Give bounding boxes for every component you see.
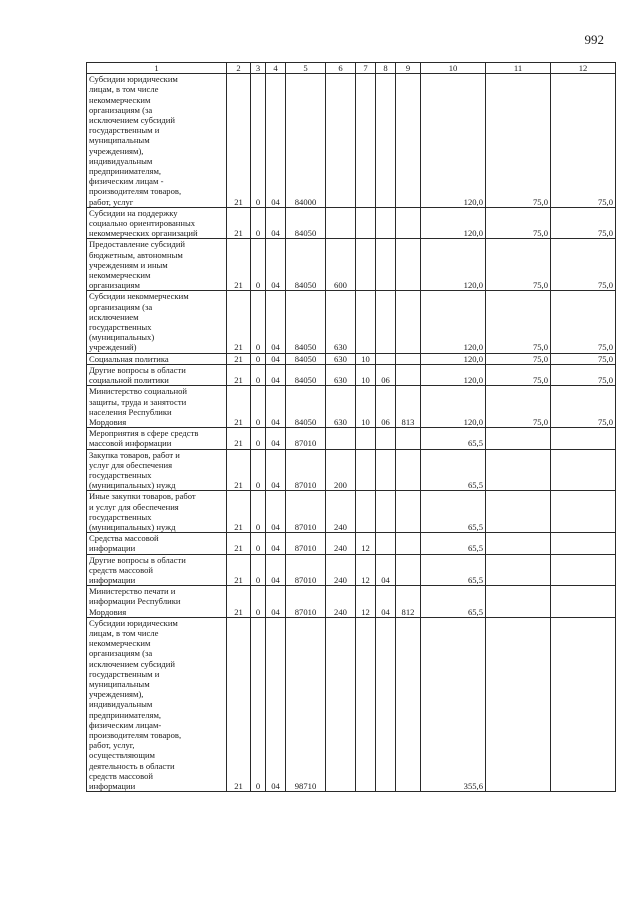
- table-row: [87, 291, 616, 353]
- row-code-3: 0: [251, 207, 266, 239]
- row-code-7: 10: [356, 364, 376, 385]
- row-name: Мероприятия в сфере средств массовой информации: [87, 428, 227, 449]
- row-value-12: [551, 449, 616, 491]
- row-value-11: 75,0: [486, 291, 551, 353]
- row-code-8: [376, 533, 396, 554]
- row-code-9: 813: [396, 386, 421, 428]
- row-code-7: [356, 291, 376, 353]
- row-code-3: 0: [251, 364, 266, 385]
- row-code-7: [356, 74, 376, 208]
- row-code-4: 04: [266, 491, 286, 533]
- row-code-9: [396, 554, 421, 586]
- row-code-4: 04: [266, 74, 286, 208]
- row-code-8: [376, 449, 396, 491]
- row-code-2: 21: [227, 291, 251, 353]
- row-code-2: 21: [227, 207, 251, 239]
- row-value-11: [486, 428, 551, 449]
- row-value-10: 120,0: [421, 239, 486, 291]
- row-name: Социальная политика: [87, 353, 227, 364]
- row-code-9: [396, 364, 421, 385]
- row-code-8: 04: [376, 586, 396, 618]
- row-code-3: 0: [251, 449, 266, 491]
- column-header: 10: [421, 63, 486, 74]
- table-row: [87, 428, 616, 449]
- row-value-12: 75,0: [551, 386, 616, 428]
- header-row: [87, 63, 616, 74]
- row-code-5: 87010: [286, 449, 326, 491]
- row-code-5: 84050: [286, 207, 326, 239]
- column-header: 11: [486, 63, 551, 74]
- row-code-4: 04: [266, 554, 286, 586]
- column-header: 1: [87, 63, 227, 74]
- row-value-10: 65,5: [421, 586, 486, 618]
- row-code-4: 04: [266, 207, 286, 239]
- table-row: [87, 533, 616, 554]
- table-row: [87, 491, 616, 533]
- row-code-9: [396, 449, 421, 491]
- page-number: 992: [584, 32, 604, 47]
- table-row: [87, 239, 616, 291]
- row-code-2: 21: [227, 491, 251, 533]
- row-code-6: [326, 207, 356, 239]
- column-header: 8: [376, 63, 396, 74]
- row-code-8: [376, 617, 396, 791]
- row-code-7: [356, 207, 376, 239]
- row-code-8: [376, 207, 396, 239]
- row-value-10: 120,0: [421, 291, 486, 353]
- row-code-2: 21: [227, 617, 251, 791]
- row-code-6: 200: [326, 449, 356, 491]
- row-value-12: 75,0: [551, 207, 616, 239]
- row-value-11: 75,0: [486, 74, 551, 208]
- row-value-12: [551, 491, 616, 533]
- row-code-5: 84050: [286, 291, 326, 353]
- table-row: [87, 449, 616, 491]
- row-code-2: 21: [227, 449, 251, 491]
- table-row: [87, 386, 616, 428]
- row-code-6: 240: [326, 554, 356, 586]
- row-value-11: [486, 586, 551, 618]
- row-code-7: [356, 491, 376, 533]
- row-code-2: 21: [227, 353, 251, 364]
- row-code-8: [376, 428, 396, 449]
- row-code-8: [376, 74, 396, 208]
- row-value-12: [551, 617, 616, 791]
- row-name: Субсидии некоммерческим организациям (за исключением государственных (муниципальных) учреждений): [87, 291, 227, 353]
- table-row: [87, 364, 616, 385]
- row-code-5: 87010: [286, 554, 326, 586]
- row-value-12: [551, 554, 616, 586]
- table-row: [87, 353, 616, 364]
- row-code-4: 04: [266, 617, 286, 791]
- row-value-10: 120,0: [421, 386, 486, 428]
- row-code-8: [376, 491, 396, 533]
- row-code-3: 0: [251, 554, 266, 586]
- row-code-6: [326, 428, 356, 449]
- row-code-4: 04: [266, 449, 286, 491]
- row-code-5: 84050: [286, 239, 326, 291]
- column-header: 4: [266, 63, 286, 74]
- row-name: Министерство печати и информации Республики Мордовия: [87, 586, 227, 618]
- row-value-12: [551, 428, 616, 449]
- row-code-6: 240: [326, 491, 356, 533]
- row-code-2: 21: [227, 239, 251, 291]
- row-code-2: 21: [227, 364, 251, 385]
- row-value-11: [486, 554, 551, 586]
- row-code-6: 240: [326, 586, 356, 618]
- column-header: 5: [286, 63, 326, 74]
- row-name: Другие вопросы в области социальной политики: [87, 364, 227, 385]
- row-value-11: 75,0: [486, 207, 551, 239]
- row-code-4: 04: [266, 386, 286, 428]
- row-value-10: 65,5: [421, 428, 486, 449]
- row-code-9: [396, 428, 421, 449]
- row-value-11: [486, 617, 551, 791]
- row-value-12: [551, 533, 616, 554]
- row-code-5: 84050: [286, 353, 326, 364]
- row-value-11: [486, 491, 551, 533]
- row-code-4: 04: [266, 586, 286, 618]
- row-value-12: [551, 586, 616, 618]
- column-header: 12: [551, 63, 616, 74]
- row-code-3: 0: [251, 491, 266, 533]
- row-code-2: 21: [227, 386, 251, 428]
- row-value-10: 120,0: [421, 364, 486, 385]
- row-code-7: 10: [356, 386, 376, 428]
- row-name: Субсидии на поддержку социально ориентированных некоммерческих организаций: [87, 207, 227, 239]
- row-value-10: 65,5: [421, 533, 486, 554]
- row-code-3: 0: [251, 239, 266, 291]
- row-code-5: 84050: [286, 364, 326, 385]
- row-code-6: 600: [326, 239, 356, 291]
- column-header: 2: [227, 63, 251, 74]
- row-code-3: 0: [251, 291, 266, 353]
- row-code-8: 06: [376, 386, 396, 428]
- row-value-12: 75,0: [551, 364, 616, 385]
- budget-table: [86, 62, 616, 792]
- row-code-2: 21: [227, 533, 251, 554]
- row-code-5: 87010: [286, 491, 326, 533]
- row-value-10: 120,0: [421, 207, 486, 239]
- column-header: 7: [356, 63, 376, 74]
- row-code-2: 21: [227, 428, 251, 449]
- row-value-12: 75,0: [551, 353, 616, 364]
- row-value-10: 120,0: [421, 353, 486, 364]
- row-code-8: [376, 239, 396, 291]
- row-value-10: 65,5: [421, 449, 486, 491]
- row-code-8: 06: [376, 364, 396, 385]
- row-code-6: 630: [326, 353, 356, 364]
- row-code-5: 87010: [286, 533, 326, 554]
- table-row: [87, 617, 616, 791]
- table-row: [87, 74, 616, 208]
- row-name: Субсидии юридическим лицам, в том числе некоммерческим организациям (за исключением субсидий государственным и муниципальным учреждениям), индивидуальным предпринимателям, физическим лицам - производителям товаров, работ, услуг: [87, 74, 227, 208]
- row-name: Предоставление субсидий бюджетным, автономным учреждениям и иным некоммерческим организациям: [87, 239, 227, 291]
- row-code-8: [376, 353, 396, 364]
- row-value-10: 120,0: [421, 74, 486, 208]
- row-code-6: 630: [326, 364, 356, 385]
- row-code-6: 630: [326, 386, 356, 428]
- row-code-4: 04: [266, 291, 286, 353]
- row-code-2: 21: [227, 586, 251, 618]
- table-row: [87, 554, 616, 586]
- column-header: 6: [326, 63, 356, 74]
- row-code-7: 12: [356, 533, 376, 554]
- row-value-11: 75,0: [486, 353, 551, 364]
- row-value-11: [486, 533, 551, 554]
- row-code-7: 10: [356, 353, 376, 364]
- row-name: Другие вопросы в области средств массовой информации: [87, 554, 227, 586]
- row-code-3: 0: [251, 533, 266, 554]
- row-code-4: 04: [266, 428, 286, 449]
- column-header: 3: [251, 63, 266, 74]
- row-value-12: 75,0: [551, 74, 616, 208]
- row-code-9: [396, 491, 421, 533]
- row-code-9: [396, 533, 421, 554]
- row-value-11: [486, 449, 551, 491]
- row-code-2: 21: [227, 74, 251, 208]
- row-code-9: [396, 207, 421, 239]
- row-code-8: [376, 291, 396, 353]
- row-name: Субсидии юридическим лицам, в том числе некоммерческим организациям (за исключением субсидий государственным и муниципальным учреждениям), индивидуальным предпринимателям, физическим лицам- производителям товаров, работ, услуг, осуществляющим деятельность в области средств массовой информации: [87, 617, 227, 791]
- row-value-12: 75,0: [551, 291, 616, 353]
- row-code-7: [356, 449, 376, 491]
- row-code-3: 0: [251, 617, 266, 791]
- row-value-10: 65,5: [421, 554, 486, 586]
- row-code-7: [356, 239, 376, 291]
- row-code-2: 21: [227, 554, 251, 586]
- row-value-10: 355,6: [421, 617, 486, 791]
- row-code-9: [396, 617, 421, 791]
- row-code-7: [356, 617, 376, 791]
- row-code-5: 87010: [286, 586, 326, 618]
- row-name: Иные закупки товаров, работ и услуг для обеспечения государственных (муниципальных) нужд: [87, 491, 227, 533]
- row-code-5: 84000: [286, 74, 326, 208]
- row-code-4: 04: [266, 239, 286, 291]
- row-code-9: [396, 74, 421, 208]
- row-code-5: 87010: [286, 428, 326, 449]
- row-code-3: 0: [251, 386, 266, 428]
- row-value-11: 75,0: [486, 239, 551, 291]
- row-code-6: [326, 74, 356, 208]
- row-code-9: [396, 239, 421, 291]
- row-code-9: [396, 353, 421, 364]
- row-value-12: 75,0: [551, 239, 616, 291]
- row-code-3: 0: [251, 428, 266, 449]
- row-value-11: 75,0: [486, 386, 551, 428]
- row-code-7: 12: [356, 554, 376, 586]
- row-code-6: 240: [326, 533, 356, 554]
- row-code-7: [356, 428, 376, 449]
- row-name: Министерство социальной защиты, труда и занятости населения Республики Мордовия: [87, 386, 227, 428]
- row-name: Средства массовой информации: [87, 533, 227, 554]
- row-code-4: 04: [266, 353, 286, 364]
- table-row: [87, 586, 616, 618]
- row-code-4: 04: [266, 364, 286, 385]
- row-code-5: 84050: [286, 386, 326, 428]
- row-value-11: 75,0: [486, 364, 551, 385]
- row-code-8: 04: [376, 554, 396, 586]
- row-code-7: 12: [356, 586, 376, 618]
- row-code-5: 98710: [286, 617, 326, 791]
- row-code-3: 0: [251, 74, 266, 208]
- row-value-10: 65,5: [421, 491, 486, 533]
- column-header: 9: [396, 63, 421, 74]
- table-row: [87, 207, 616, 239]
- row-code-3: 0: [251, 586, 266, 618]
- row-code-4: 04: [266, 533, 286, 554]
- row-name: Закупка товаров, работ и услуг для обеспечения государственных (муниципальных) нужд: [87, 449, 227, 491]
- row-code-9: 812: [396, 586, 421, 618]
- row-code-9: [396, 291, 421, 353]
- row-code-3: 0: [251, 353, 266, 364]
- row-code-6: 630: [326, 291, 356, 353]
- row-code-6: [326, 617, 356, 791]
